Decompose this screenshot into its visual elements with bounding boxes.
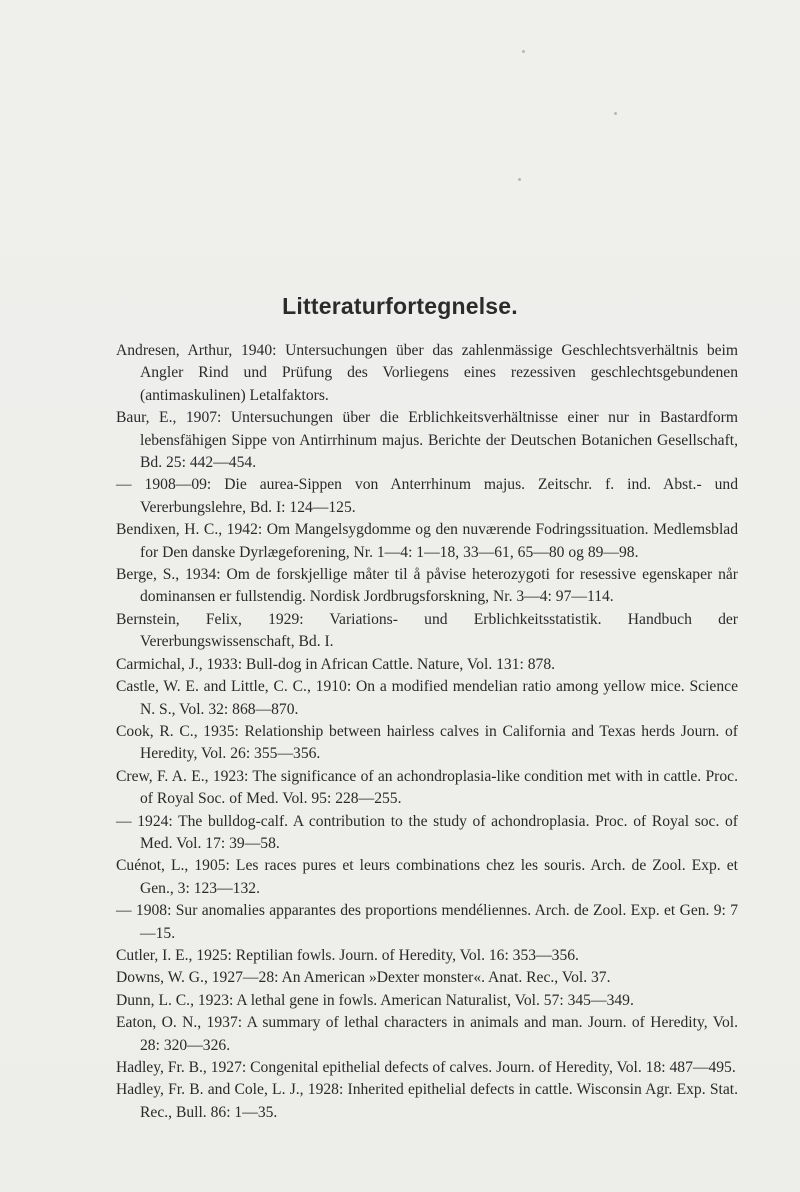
reference-entry: Bendixen, H. C., 1942: Om Mangelsygdomme og den nuværende Fodringssituation. Medlemsblad for Den danske Dyrlægeforening, Nr. 1—4: 1—18, 33—61, 65—80 og 89—98. <box>116 521 738 561</box>
reference-entry: Downs, W. G., 1927—28: An American »Dexter monster«. Anat. Rec., Vol. 37. <box>116 969 611 987</box>
reference-entry: Hadley, Fr. B., 1927: Congenital epithelial defects of calves. Journ. of Heredity, Vol. 18: 487—495. <box>116 1059 736 1076</box>
reference-entry: Cutler, I. E., 1925: Reptilian fowls. Journ. of Heredity, Vol. 16: 353—356. <box>116 946 579 964</box>
reference-entry: Andresen, Arthur, 1940: Untersuchungen über das zahlenmässige Geschlechtsverhältnis beim Angler Rind und Prüfung des Vorliegens eines rezessiven geschlechtsgebundenen (antimaskulinen) Letalfaktors. <box>116 342 738 404</box>
reference-entry: Bernstein, Felix, 1929: Variations- und Erblichkeitsstatistik. Handbuch der Vererbungswissenschaft, Bd. I. <box>116 610 738 651</box>
paper-speck <box>614 112 617 115</box>
reference-entry: Cuénot, L., 1905: Les races pures et leurs combinations chez les souris. Arch. de Zool. Exp. et Gen., 3: 123—132. <box>116 857 738 897</box>
paper-speck <box>522 50 525 53</box>
paper-speck <box>518 178 521 181</box>
reference-entry: Cook, R. C., 1935: Relationship between hairless calves in California and Texas herds Journ. of Heredity, Vol. 26: 355—356. <box>116 722 738 763</box>
reference-entry: Dunn, L. C., 1923: A lethal gene in fowls. American Naturalist, Vol. 57: 345—349. <box>116 991 634 1009</box>
reference-entry: Castle, W. E. and Little, C. C., 1910: On a modified mendelian ratio among yellow mice. Science N. S., Vol. 32: 868—870. <box>116 678 738 718</box>
reference-entry: Hadley, Fr. B. and Cole, L. J., 1928: Inherited epithelial defects in cattle. Wisconsin Agr. Exp. Stat. Rec., Bull. 86: 1—35. <box>116 1081 738 1121</box>
reference-entry: — 1908: Sur anomalies apparantes des proportions mendéliennes. Arch. de Zool. Exp. et Gen. 9: 7—15. <box>116 902 738 942</box>
reference-list <box>116 340 738 1124</box>
page-title: Litteraturfortegnelse. <box>282 293 518 319</box>
reference-entry: — 1924: The bulldog-calf. A contribution to the study of achondroplasia. Proc. of Royal soc. of Med. Vol. 17: 39—58. <box>116 812 738 852</box>
reference-entry: Carmichal, J., 1933: Bull-dog in African Cattle. Nature, Vol. 131: 878. <box>116 655 556 673</box>
reference-entry: — 1908—09: Die aurea-Sippen von Anterrhinum majus. Zeitschr. f. ind. Abst.- und Vererbungslehre, Bd. I: 124—125. <box>116 476 738 516</box>
reference-entry: Eaton, O. N., 1937: A summary of lethal characters in animals and man. Journ. of Heredity, Vol. 28: 320—326. <box>116 1014 738 1054</box>
reference-entry: Crew, F. A. E., 1923: The significance of an achondroplasia-like condition met with in cattle. Proc. of Royal Soc. of Med. Vol. 95: 228—255. <box>116 767 738 808</box>
reference-entry: Baur, E., 1907: Untersuchungen über die Erblichkeitsverhältnisse einer nur in Bastardform lebensfähigen Sippe von Antirrhinum majus. Berichte der Deutschen Botanichen Gesellschaft, Bd. 25: 442—454. <box>116 409 738 472</box>
reference-entry: Berge, S., 1934: Om de forskjellige måter til å påvise heterozygoti for resessive egenskaper når dominansen er fullstendig. Nordisk Jordbrugsforskning, Nr. 3—4: 97—114. <box>116 566 738 606</box>
